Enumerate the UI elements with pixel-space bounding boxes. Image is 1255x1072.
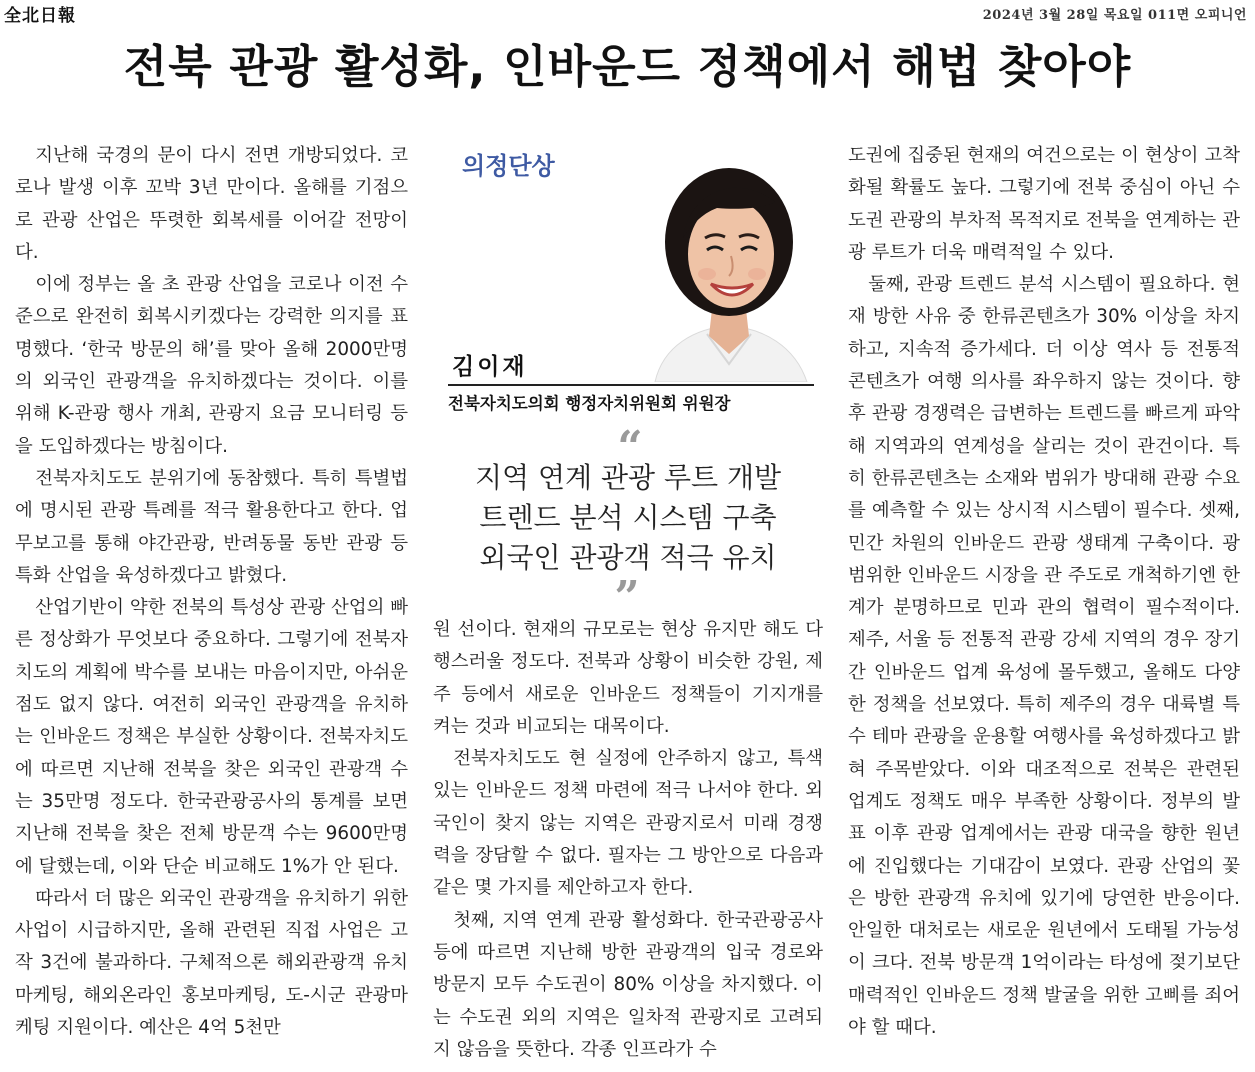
paragraph: 둘째, 관광 트렌드 분석 시스템이 필요하다. 현재 방한 사유 중 한류콘텐츠가 30% 이상을 차지하고, 지속적 증가세다. 더 이상 역사 등 전통적 콘텐츠가 여행 의사를 좌우하지 않는 것이다. 향후 관광 경쟁력은 급변하는 트렌드를 빠르게 파악해 지역과의 연계성을 살리는 것이 관건이다. 특히 한류콘텐츠는 소재와 범위가 방대해 관광 수요를 예측할 수 있는 상시적 시스템이 필수다. 셋째, 민간 차원의 인바운드 관광 생태계 구축이다. 광범위한 인바운드 시장을 관 주도로 개척하기엔 한계가 분명하므로 민과 관의 협력이 필수적이다. 제주, 서울 등 전통적 관광 강세 지역의 경우 장기간 인바운드 업계 육성에 몰두했고, 올해도 다양한 정책을 선보였다. 특히 제주의 경우 대륙별 특수 테마 관광을 운용할 여행사를 육성하겠다고 밝혀 주목받았다. 이와 대조적으로 전북은 관련된 업계도 정책도 매우 부족한 상황이다. 정부의 발표 이후 관광 업계에서는 관광 대국을 향한 원년에 진입했다는 기대감이 보였다. 관광 산업의 꽃은 방한 관광객 유치에 있기에 당연한 반응이다. 안일한 대처로는 새로운 원년에서 도태될 가능성이 크다. 전북 방문객 1억이라는 타성에 젖기보단 매력적인 인바운드 정책 발굴을 위한 고삐를 죄어야 할 때다.: [848, 274, 1240, 1039]
pull-quote-line: 지역 연계 관광 루트 개발: [474, 461, 782, 494]
newspaper-logo: 全北日報: [4, 6, 76, 26]
body-column-middle: [433, 614, 823, 1066]
author-portrait-image: [645, 150, 813, 382]
pull-quote-line: 외국인 관광객 적극 유치: [479, 541, 777, 574]
open-quote-icon: “: [617, 422, 643, 473]
section-label: 의정단상: [462, 152, 555, 180]
author-photo: [645, 150, 813, 382]
paragraph: 전북자치도도 현 실정에 안주하지 않고, 특색 있는 인바운드 정책 마련에 적극 나서야 한다. 외국인이 찾지 않는 지역은 관광지로서 미래 경쟁력을 장담할 수 없다. 필자는 그 방안으로 다음과 같은 몇 가지를 제안하고자 한다.: [433, 748, 823, 899]
paragraph: 지난해 국경의 문이 다시 전면 개방되었다. 코로나 발생 이후 꼬박 3년 만이다. 올해를 기점으로 관광 산업은 뚜렷한 회복세를 이어갈 전망이다.: [15, 145, 408, 263]
paragraph: 전북자치도도 분위기에 동참했다. 특히 특별법에 명시된 관광 특례를 적극 활용한다고 한다. 업무보고를 통해 야간관광, 반려동물 동반 관광 등 특화 산업을 육성하겠다고 밝혔다.: [15, 467, 408, 586]
paragraph: 따라서 더 많은 외국인 관광객을 유치하기 위한 사업이 시급하지만, 올해 관련된 직접 사업은 고작 3건에 불과하다. 구체적으론 해외관광객 유치 마케팅, 해외온라인 홍보마케팅, 도-시군 관광마케팅 지원이다. 예산은 4억 5천만: [15, 887, 408, 1039]
paragraph: 산업기반이 약한 전북의 특성상 관광 산업의 빠른 정상화가 무엇보다 중요하다. 그렇기에 전북자치도의 계획에 박수를 보내는 마음이지만, 아쉬운 점도 없지 않다. 여전히 외국인 관광객을 유치하는 인바운드 정책은 부실한 상황이다. 전북자치도에 따르면 지난해 전북을 찾은 외국인 관광객 수는 35만명 정도다. 한국관광공사의 통계를 보면 지난해 전북을 찾은 전체 방문객 수는 9600만명에 달했는데, 이와 단순 비교해도 1%가 안 된다.: [15, 597, 408, 877]
body-column-right: [848, 140, 1240, 1044]
close-quote-icon: ”: [614, 572, 640, 623]
paragraph: 이에 정부는 올 초 관광 산업을 코로나 이전 수준으로 완전히 회복시키겠다는 강력한 의지를 표명했다. ‘한국 방문의 해’를 맞아 올해 2000만명의 외국인 관광객을 유치하겠다는 것이다. 이를 위해 K-관광 행사 개최, 관광지 요금 모니터링 등을 도입하겠다는 방침이다.: [15, 274, 408, 457]
paragraph: 원 선이다. 현재의 규모로는 현상 유지만 해도 다행스러울 정도다. 전북과 상황이 비슷한 강원, 제주 등에서 새로운 인바운드 정책들이 기지개를 켜는 것과 비교되는 대목이다.: [433, 619, 823, 737]
byline-divider: [448, 384, 814, 386]
publication-info: 2024년 3월 28일 목요일 011면 오피니언: [982, 8, 1247, 23]
pull-quote-line: 트렌드 분석 시스템 구축: [479, 501, 777, 534]
author-name: 김이재: [452, 354, 528, 380]
article-headline: 전북 관광 활성화, 인바운드 정책에서 해법 찾아야: [123, 40, 1132, 93]
paragraph: 첫째, 지역 연계 관광 활성화다. 한국관광공사 등에 따르면 지난해 방한 관광객의 입국 경로와 방문지 모두 수도권이 80% 이상을 차지했다. 이는 수도권 외의 지역은 일차적 관광지로 고려되지 않음을 뜻한다. 각종 인프라가 수: [433, 909, 823, 1060]
masthead: [0, 0, 1255, 26]
paragraph: 도권에 집중된 현재의 여건으로는 이 현상이 고착화될 확률도 높다. 그렇기에 전북 중심이 아닌 수도권 관광의 부차적 목적지로 전북을 연계하는 관광 루트가 더욱 매력적일 수 있다.: [848, 145, 1240, 263]
author-title: 전북자치도의회 행정자치위원회 위원장: [448, 394, 731, 413]
pull-quote: [433, 458, 823, 578]
body-column-left: [15, 140, 408, 1044]
